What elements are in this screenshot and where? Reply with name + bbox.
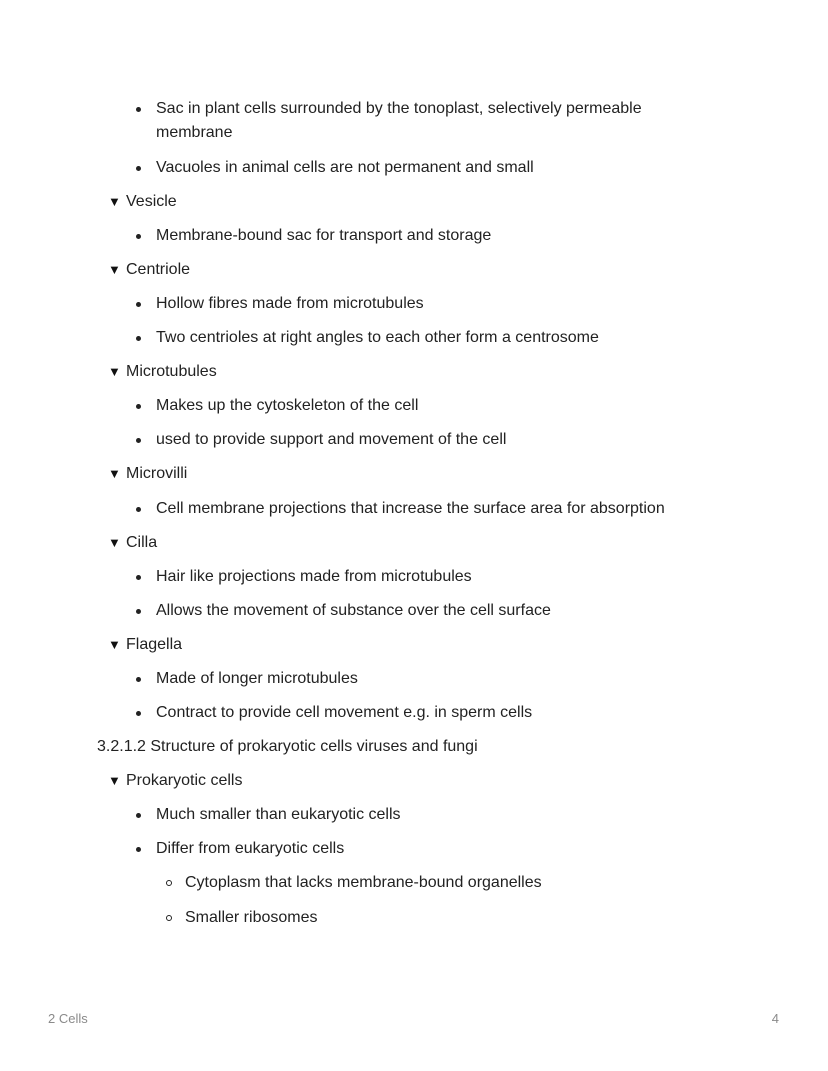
sub-list-item-text: Cytoplasm that lacks membrane-bound organelles bbox=[185, 874, 542, 891]
list-item-text: Two centrioles at right angles to each other form a centrosome bbox=[156, 329, 599, 346]
toggle-title: Cilla bbox=[126, 534, 158, 551]
bullet-dot-icon bbox=[136, 677, 141, 682]
list-item-text: Allows the movement of substance over the cell surface bbox=[156, 602, 551, 619]
list-item-text: Membrane-bound sac for transport and storage bbox=[156, 227, 492, 244]
bullet-dot-icon bbox=[136, 107, 141, 112]
triangle-down-icon[interactable]: ▼ bbox=[108, 364, 121, 379]
triangle-down-icon[interactable]: ▼ bbox=[108, 637, 121, 652]
list-item-text: Made of longer microtubules bbox=[156, 670, 358, 687]
bullet-dot-icon bbox=[136, 234, 141, 239]
triangle-down-icon[interactable]: ▼ bbox=[108, 262, 121, 277]
bullet-dot-icon bbox=[136, 711, 141, 716]
toggle-title: Flagella bbox=[126, 636, 183, 653]
list-item-text: Sac in plant cells surrounded by the tonoplast, selectively permeable membrane bbox=[156, 100, 642, 141]
toggle-title: Microtubules bbox=[126, 363, 217, 380]
toggle-title: Prokaryotic cells bbox=[126, 772, 243, 789]
list-item-text: Hollow fibres made from microtubules bbox=[156, 295, 424, 312]
bullet-dot-icon bbox=[136, 575, 141, 580]
sub-list-item-text: Smaller ribosomes bbox=[185, 909, 318, 926]
list-item-text: Differ from eukaryotic cells bbox=[156, 840, 345, 857]
bullet-circle-icon bbox=[166, 915, 172, 921]
toggle-title: Vesicle bbox=[126, 193, 177, 210]
triangle-down-icon[interactable]: ▼ bbox=[108, 535, 121, 550]
bullet-dot-icon bbox=[136, 847, 141, 852]
triangle-down-icon[interactable]: ▼ bbox=[108, 194, 121, 209]
footer-page-number: 4 bbox=[771, 1011, 779, 1026]
list-item-text: Much smaller than eukaryotic cells bbox=[156, 806, 401, 823]
list-item-text: Contract to provide cell movement e.g. in sperm cells bbox=[156, 704, 533, 721]
bullet-dot-icon bbox=[136, 507, 141, 512]
bullet-dot-icon bbox=[136, 404, 141, 409]
bullet-dot-icon bbox=[136, 336, 141, 341]
bullet-dot-icon bbox=[136, 813, 141, 818]
triangle-down-icon[interactable]: ▼ bbox=[108, 466, 121, 481]
bullet-dot-icon bbox=[136, 438, 141, 443]
footer-chapter: 2 Cells bbox=[48, 1011, 88, 1026]
section-heading: 3.2.1.2 Structure of prokaryotic cells viruses and fungi bbox=[97, 738, 478, 755]
bullet-circle-icon bbox=[166, 880, 172, 886]
bullet-dot-icon bbox=[136, 609, 141, 614]
bullet-dot-icon bbox=[136, 302, 141, 307]
toggle-title: Microvilli bbox=[126, 465, 188, 482]
list-item-text: Vacuoles in animal cells are not permanent and small bbox=[156, 159, 534, 176]
toggle-title: Centriole bbox=[126, 261, 191, 278]
bullet-dot-icon bbox=[136, 166, 141, 171]
list-item-text: Cell membrane projections that increase the surface area for absorption bbox=[156, 500, 665, 517]
list-item-text: Makes up the cytoskeleton of the cell bbox=[156, 397, 419, 414]
list-item-text: Hair like projections made from microtubules bbox=[156, 568, 472, 585]
triangle-down-icon[interactable]: ▼ bbox=[108, 773, 121, 788]
list-item-text: used to provide support and movement of the cell bbox=[156, 431, 507, 448]
